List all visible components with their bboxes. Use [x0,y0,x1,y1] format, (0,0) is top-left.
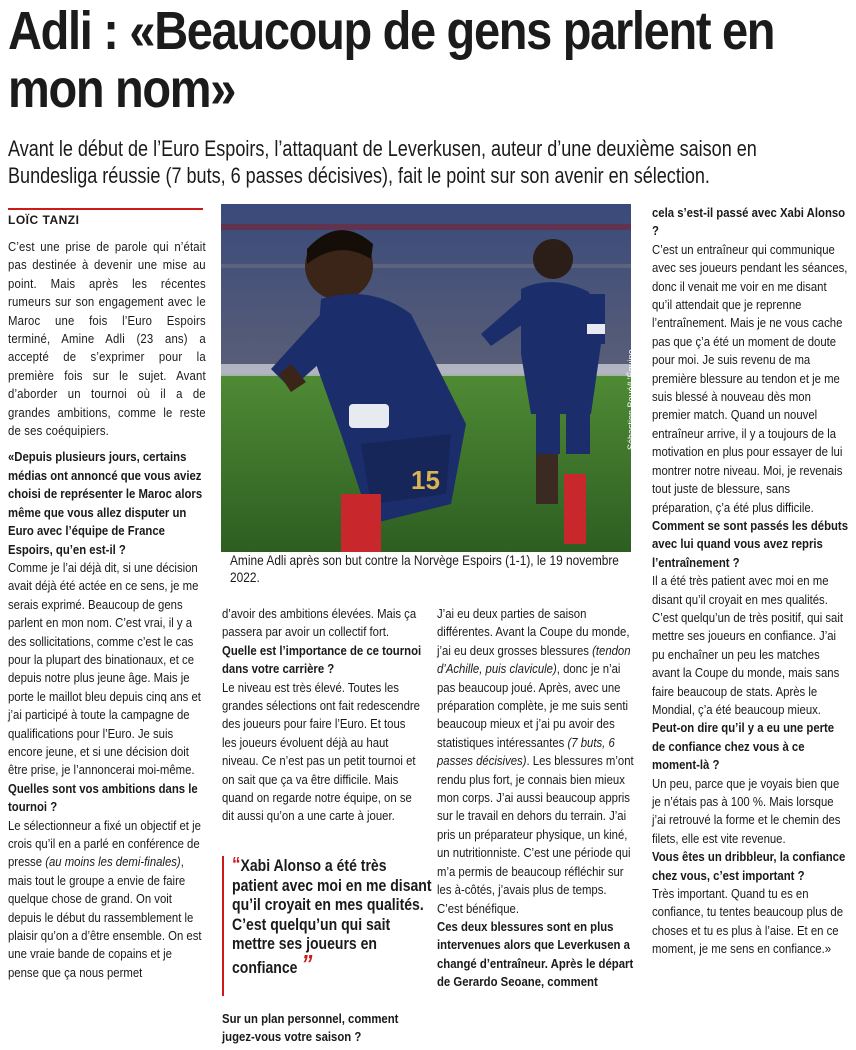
answer-8: Très important. Quand tu es en confiance, tu tentes beaucoup plus de choses et tu es plus à l’aise. Et en ce moment, je me sens en confiance.» [652,886,844,957]
byline: LOÏC TANZI [8,208,203,227]
question-5-continued: cela s’est-il passé avec Xabi Alonso ? [652,205,846,239]
question-2: Quelles sont vos ambitions dans le tournoi ? [8,780,198,815]
question-3: Quelle est l’importance de ce tournoi dans votre carrière ? [222,642,422,677]
answer-1: Comme je l’ai déjà dit, si une décision avait déjà été actée en ce sens, je me serais exprimé. Beaucoup de gens parlent en mon nom. C’est vrai, il y a des sollicitations, comme c’est le cas pour la plupart des binationaux, et ce depuis notre plus jeune âge. Mais je porte le maillot bleu depuis cinq ans et j’ai participé à toute la campagne de qualifications pour l’Euro. Je suis encore jeune, et si une décision doit être prise, je l’annoncerai moi-même. [8,559,201,778]
answer-7: Un peu, parce que je voyais bien que je n’étais pas à 100 %. Mais lorsque j’ai retrouvé la forme et le chemin des filets, elle est vite revenue. [652,775,841,846]
article-column-2 [222,605,422,826]
question-5: Ces deux blessures sont en plus intervenues alors que Leverkusen a changé d’entraîneur. Après le départ de Gerardo Seoane, comment [437,918,634,990]
photo-caption: Amine Adli après son but contre la Norvège Espoirs (1-1), le 19 novembre 2022. [230,552,619,585]
answer-4: J’ai eu deux parties de saison différentes. Avant la Coupe du monde, j’ai eu deux grosses blessures (tendon d’Achille, puis clavicule), donc je n’ai pas beaucoup joué. Après, avec une préparation complète, je me suis senti beaucoup mieux et j’ai pu avoir des statistiques intéressantes (7 buts, 6 passes décisives). Les blessures m’ont rendu plus fort, je connais bien mieux mon corps. J’ai aussi beaucoup appris sur le travail en dehors du terrain. J’ai pris un préparateur physique, un kiné, un nutritionniste. C’est une période qui m’a permis de beaucoup réfléchir sur les à-côtés, j’avais plus de temps. C’est bénéfique. [437,606,634,916]
headline [8,2,852,118]
answer-6: Il a été très patient avec moi en me disant qu’il croyait en mes qualités. C’est quelqu’un de très positif, qui sait mettre ses joueurs en confiance. J’ai pu enchaîner un peu les matches avant la Coupe du monde, mais sans faire beaucoup de stats. Après le Mondial, ç’a été beaucoup mieux. [652,573,844,717]
answer-5: C’est un entraîneur qui communique avec ses joueurs pendant les séances, donc il venait me voir en me disant qu’il attendait que je reprenne l’entraînement. Mais je ne vous cache pas que ç’a été un moment de doute pour moi. Je suis revenu de ma première blessure au tendon et je me suis blessé à nouveau dès mon premier match. Quand un nouvel entraîneur arrive, il y a toujours de la motivation en plus pour essayer de lui montrer notre niveau. Moi, je revenais tout juste de blessure, sans préparation, ç’a été plus difficile. [652,241,848,515]
article-column-3 [437,605,635,992]
headline-name: Adli : [8,1,118,61]
answer-2-continued: d’avoir des ambitions élevées. Mais ça passera par avoir un collectif fort. [222,606,417,640]
players-celebrating-image [221,204,631,552]
question-1: «Depuis plusieurs jours, certains médias ont annoncé que vous aviez choisi de représenter le Maroc alors même que vous allez disputer un Euro avec l’équipe de France Espoirs, qu’en est-il ? [8,449,203,557]
article-intro: C’est une prise de parole qui n’était pas destinée à devenir une mise au point. Mais après les récentes rumeurs sur son engagement avec le Maroc une fois l’Euro Espoirs terminé, Amine Adli (23 ans) a accepté de s’exprimer pour la première fois sur le sujet. Avant d’aborder un tournoi où il a de grandes ambitions, comme le reste de ses coéquipiers. [8,239,206,439]
article-column-1 [8,238,206,982]
jersey-number: 15 [411,465,440,495]
question-4: Sur un plan personnel, comment jugez-vous votre saison ? [222,1011,399,1045]
question-4-block [222,1010,427,1047]
photo-credit: Sébastien Boué/L’Équipe [626,349,636,450]
close-quote-icon: ” [301,948,313,979]
question-6: Comment se sont passés les débuts avec lui quand vous avez repris l’entraînement ? [652,517,849,570]
pull-quote [222,854,432,996]
pull-quote-text: Xabi Alonso a été très patient avec moi en me disant qu’il croyait en mes qualités. C’est quelqu’un qui sait mettre ses joueurs en confiance [232,857,432,977]
article-photo [221,204,631,552]
open-quote-icon: “ [232,854,241,876]
answer-2: Le sélectionneur a fixé un objectif et je crois qu’il en a parlé en conférence de presse (au moins les demi-finales), mais tout le groupe a envie de faire quelque chose de grand. On voit depuis le début du rassemblement le plaisir qu’on a d’être ensemble. On est une vraie bande de copains et je pense que ça nous permet [8,817,202,980]
standfirst: Avant le début de l’Euro Espoirs, l’attaquant de Leverkusen, auteur d’une deuxième saison en Bundesliga réussie (7 buts, 6 passes décisives), fait le point sur son avenir en sélection. [8,136,757,188]
article-column-4 [652,204,850,959]
question-8: Vous êtes un dribbleur, la confiance chez vous, c’est important ? [652,849,846,883]
headline-quote: «Beaucoup de gens parlent en mon nom» [8,1,775,119]
question-7: Peut-on dire qu’il y a eu une perte de confiance chez vous à ce moment-là ? [652,720,835,773]
answer-3: Le niveau est très élevé. Toutes les grandes sélections ont fait redescendre des joueurs pour faire l’Euro. Et tous les joueurs évoluent déjà au haut niveau. Ce n’est pas un petit tournoi et on sait que ça va être difficile. Mais quand on regarde notre équipe, on se dit aussi qu’on a une carte à jouer. [222,679,420,824]
